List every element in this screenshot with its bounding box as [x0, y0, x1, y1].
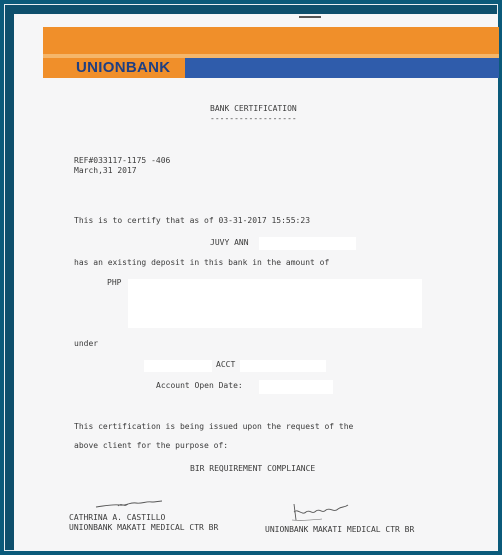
currency-label: PHP — [107, 278, 122, 287]
document-title: BANK CERTIFICATION — [210, 104, 297, 113]
redacted-open-date — [259, 380, 333, 394]
left-signatory-branch: UNIONBANK MAKATI MEDICAL CTR BR — [69, 523, 219, 532]
reference-number: REF#033117-1175 -406 — [74, 156, 171, 165]
document-frame — [4, 4, 498, 551]
bank-banner — [43, 27, 499, 78]
request-statement-line2: above client for the purpose of: — [74, 441, 229, 450]
redacted-account-number — [240, 360, 326, 372]
deposit-statement: has an existing deposit in this bank in the amount of — [74, 258, 330, 267]
bank-logo: UNIONBANK — [43, 58, 185, 78]
page-mark — [299, 16, 321, 18]
purpose-text: BIR REQUIREMENT COMPLIANCE — [190, 464, 316, 473]
open-date-label: Account Open Date: — [156, 381, 243, 390]
left-signatory-name: CATHRINA A. CASTILLO — [69, 513, 166, 522]
document-date: March,31 2017 — [74, 166, 137, 175]
title-underline: ------------------ — [210, 114, 297, 123]
certificate-paper — [14, 14, 498, 551]
redacted-amount — [128, 279, 422, 328]
banner-orange-band — [43, 27, 499, 54]
request-statement-line1: This certification is being issued upon the request of the — [74, 422, 354, 431]
left-signature-icon — [94, 496, 164, 510]
under-label: under — [74, 339, 99, 348]
right-signatory-branch: UNIONBANK MAKATI MEDICAL CTR BR — [265, 525, 415, 534]
redacted-surname — [259, 237, 356, 250]
acct-label: ACCT — [216, 360, 236, 369]
client-name: JUVY ANN — [210, 238, 249, 247]
redacted-account-type — [144, 360, 212, 372]
certify-statement: This is to certify that as of 03-31-2017 15:55:23 — [74, 216, 311, 225]
right-signature-icon — [288, 500, 350, 524]
